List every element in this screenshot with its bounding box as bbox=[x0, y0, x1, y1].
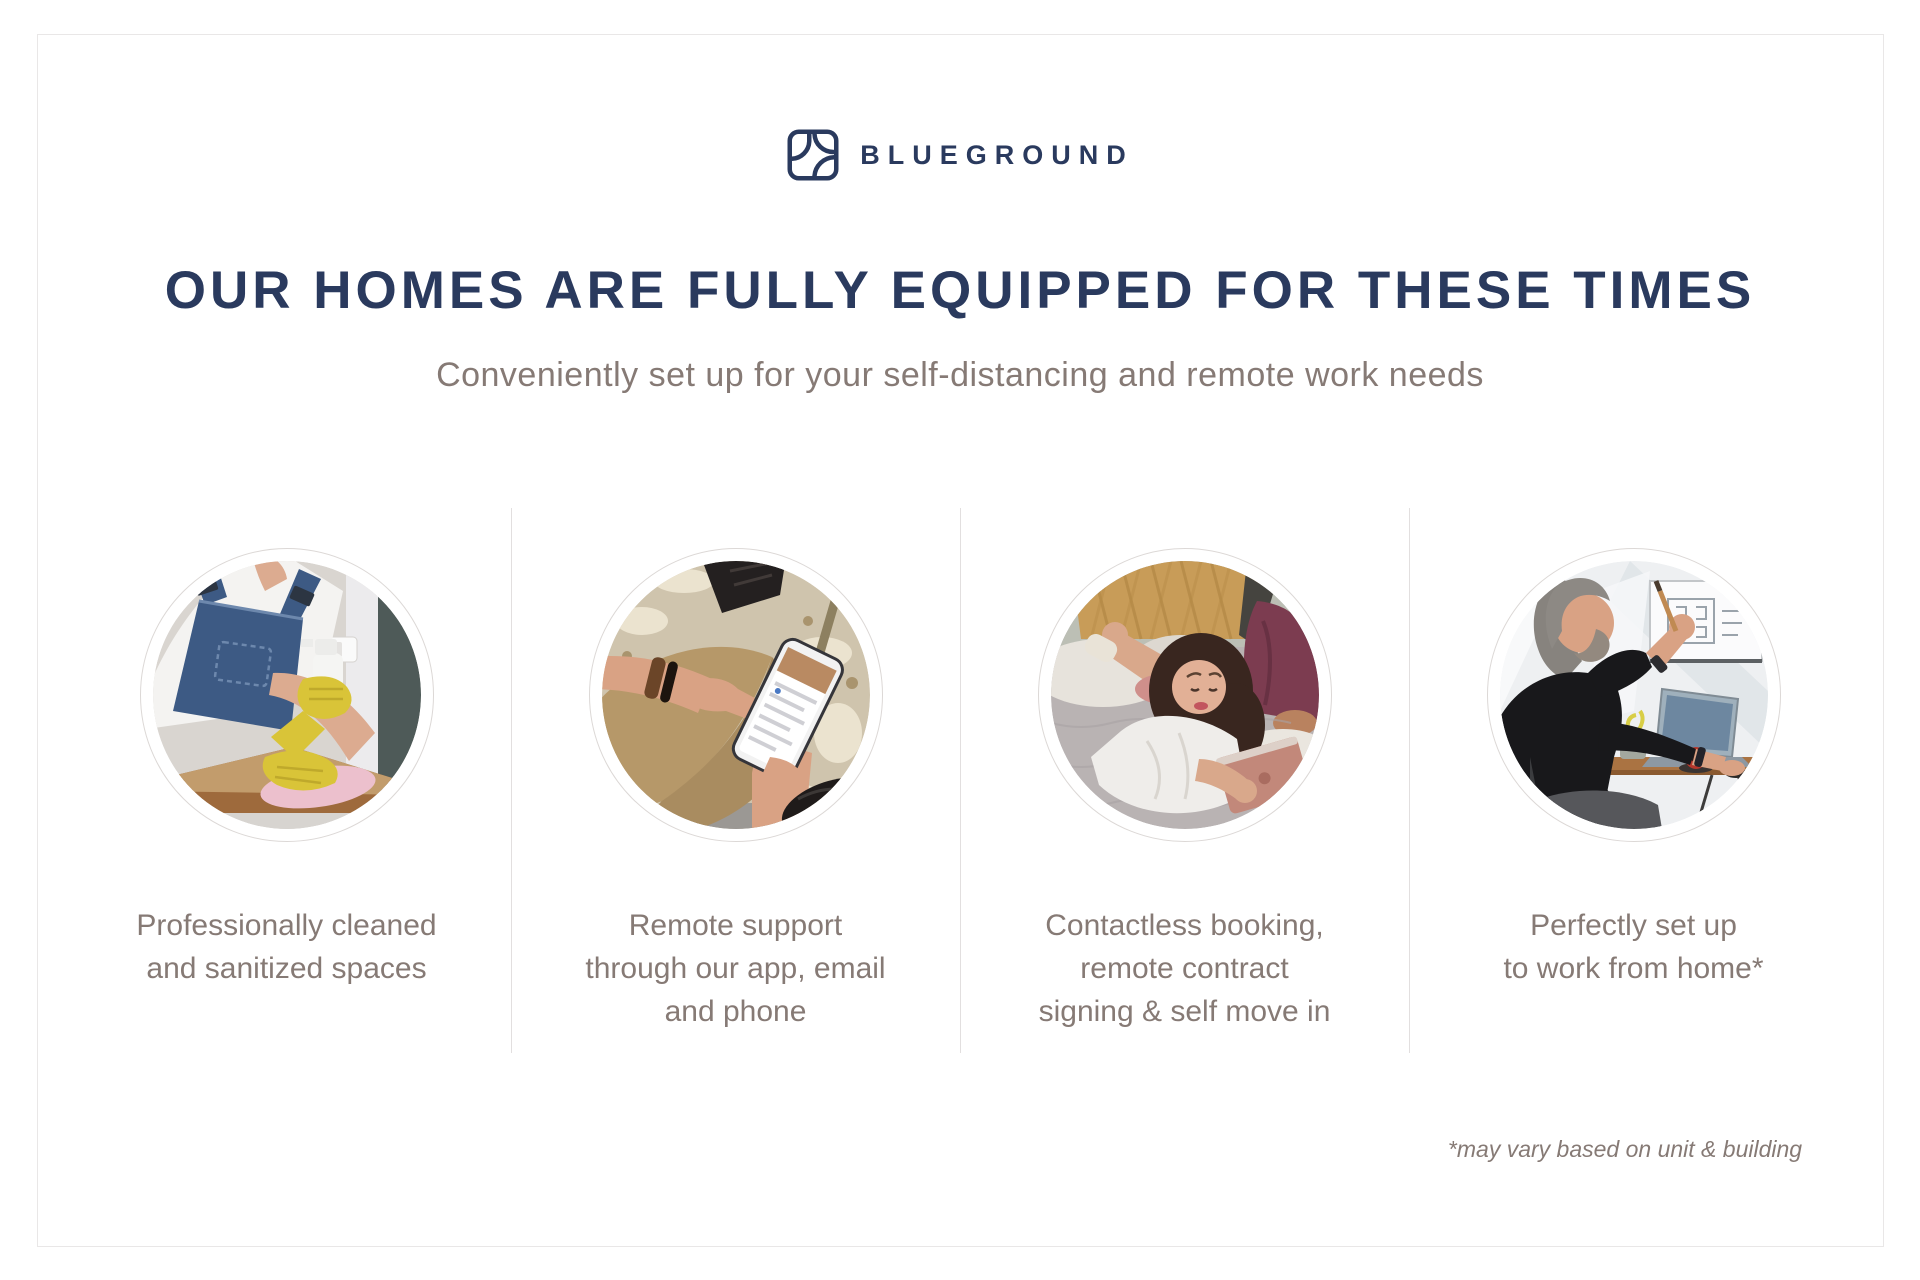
caption-line: signing & self move in bbox=[1038, 995, 1331, 1028]
footnote: *may vary based on unit & building bbox=[1447, 1136, 1803, 1162]
feature-work-from-home bbox=[1409, 548, 1858, 1033]
feature-remote-support bbox=[511, 548, 960, 1033]
photo-ring bbox=[1038, 548, 1332, 842]
caption-line: Professionally cleaned bbox=[136, 909, 437, 942]
caption-line: remote contract bbox=[1080, 952, 1289, 985]
caption-line: Remote support bbox=[628, 909, 843, 942]
page-title: OUR HOMES ARE FULLY EQUIPPED FOR THESE TIMES bbox=[164, 261, 1756, 320]
feature-caption bbox=[136, 904, 436, 990]
feature-row bbox=[62, 548, 1858, 1033]
feature-caption bbox=[585, 904, 885, 1033]
photo-ring bbox=[1487, 548, 1781, 842]
caption-line: to work from home* bbox=[1503, 952, 1764, 985]
feature-caption bbox=[1039, 904, 1331, 1033]
phone-app-support-photo bbox=[602, 561, 870, 829]
cleaner-sanitizing-photo bbox=[153, 561, 421, 829]
man-home-office-photo bbox=[1500, 561, 1768, 829]
caption-line: through our app, email bbox=[585, 952, 886, 985]
photo-ring bbox=[140, 548, 434, 842]
caption-line: Contactless booking, bbox=[1045, 909, 1324, 942]
feature-contactless-booking bbox=[960, 548, 1409, 1033]
photo-ring bbox=[589, 548, 883, 842]
brand-name: BLUEGROUND bbox=[860, 139, 1134, 170]
caption-line: and phone bbox=[664, 995, 807, 1028]
woman-tablet-on-bed-photo bbox=[1051, 561, 1319, 829]
caption-line: and sanitized spaces bbox=[146, 952, 427, 985]
feature-cleaning bbox=[62, 548, 511, 1033]
feature-caption bbox=[1503, 904, 1763, 990]
brand-logo bbox=[0, 128, 1920, 182]
caption-line: Perfectly set up bbox=[1530, 909, 1737, 942]
page-subtitle: Conveniently set up for your self-distancing and remote work needs bbox=[436, 356, 1484, 394]
blueground-logo-icon bbox=[786, 128, 840, 182]
